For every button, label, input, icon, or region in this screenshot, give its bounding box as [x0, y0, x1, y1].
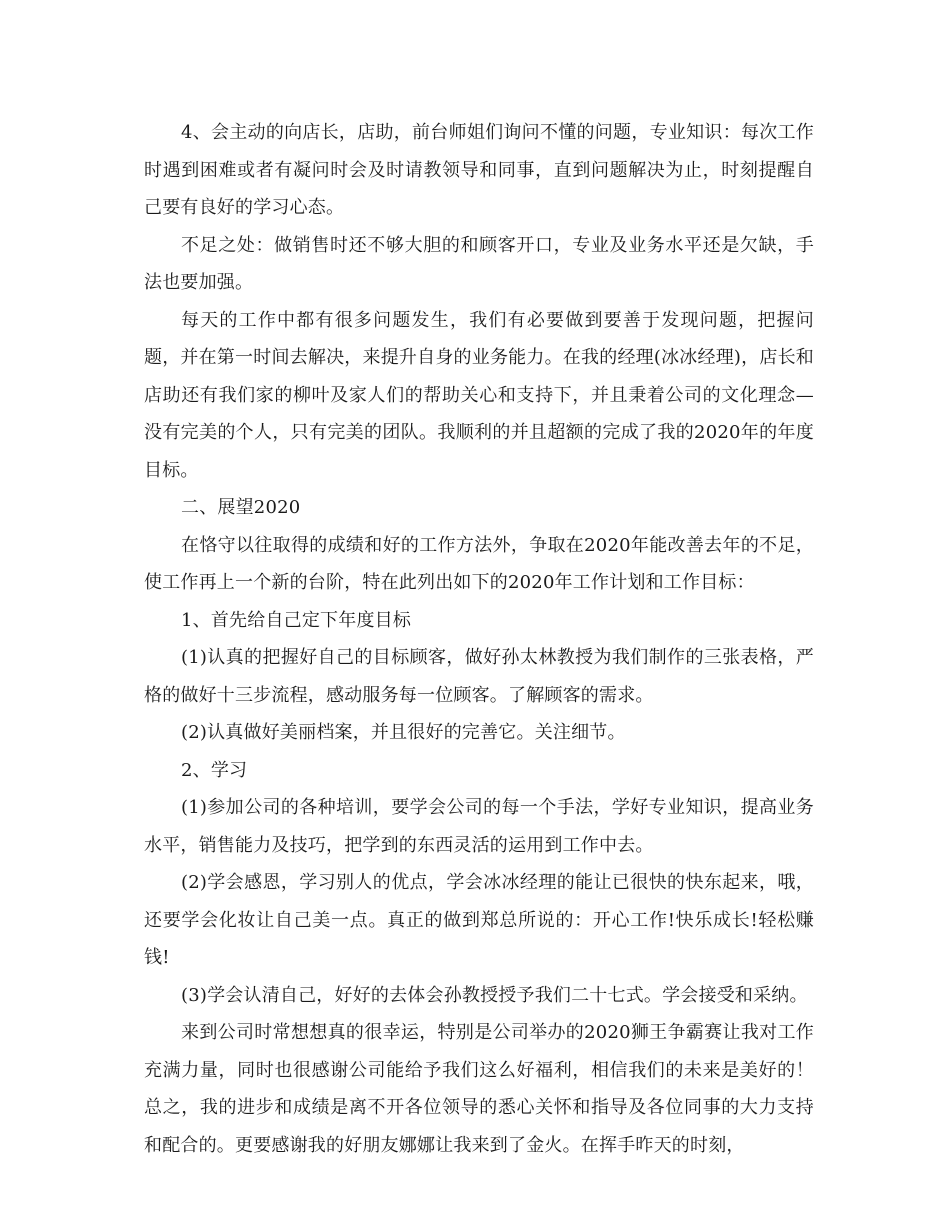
list-item-learning-2: (2)学会感恩，学习别人的优点，学会冰冰经理的能让已很快的快东起来，哦，还要学会化妆让自己美一点。真正的做到郑总所说的：开心工作!快乐成长!轻松赚钱!: [144, 872, 814, 968]
paragraph-outlook-intro: 在恪守以往取得的成绩和好的工作方法外，争取在2020年能改善去年的不足，使工作再上一个新的台阶，特在此列出如下的2020年工作计划和工作目标：: [144, 534, 814, 593]
paragraph-learning-attitude: 4、会主动的向店长，店助，前台师姐们询问不懂的问题，专业知识：每次工作时遇到困难或者有凝问时会及时请教领导和同事，直到问题解决为止，时刻提醒自己要有良好的学习心态。: [144, 122, 814, 218]
list-item-goal-2: (2)认真做好美丽档案，并且很好的完善它。关注细节。: [181, 722, 626, 743]
paragraph-closing: 来到公司时常想想真的很幸运，特别是公司举办的2020狮王争霸赛让我对工作充满力量，同时也很感谢公司能给予我们这么好福利，相信我们的未来是美好的！总之，我的进步和成绩是离不开各位领导的悉心关怀和指导及各位同事的大力支持和配合的。更要感谢我的好朋友娜娜让我来到了金火。在挥手昨天的时刻，: [144, 1022, 814, 1156]
list-item-goal-1: (1)认真的把握好自己的目标顾客，做好孙太林教授为我们制作的三张表格，严格的做好十三步流程，感动服务每一位顾客。了解顾客的需求。: [144, 647, 814, 706]
paragraph-daily-work: 每天的工作中都有很多问题发生，我们有必要做到要善于发现问题，把握问题，并在第一时间去解决，来提升自身的业务能力。在我的经理(冰冰经理)，店长和店助还有我们家的柳叶及家人们的帮助关心和支持下，并且秉着公司的文化理念—没有完美的个人，只有完美的团队。我顺利的并且超额的完成了我的2020年的年度目标。: [144, 309, 814, 481]
document-body: [144, 114, 814, 1164]
list-item-learning-1: (1)参加公司的各种培训，要学会公司的每一个手法，学好专业知识，提高业务水平，销售能力及技巧，把学到的东西灵活的运用到工作中去。: [144, 797, 814, 856]
subheading-annual-goal: 1、首先给自己定下年度目标: [181, 609, 412, 631]
subheading-learning: 2、学习: [181, 759, 248, 781]
list-item-learning-3: (3)学会认清自己，好好的去体会孙教授授予我们二十七式。学会接受和采纳。: [181, 984, 808, 1006]
section-heading-outlook: 二、展望2020: [181, 497, 301, 518]
paragraph-shortcomings: 不足之处：做销售时还不够大胆的和顾客开口，专业及业务水平还是欠缺，手法也要加强。: [144, 234, 814, 293]
